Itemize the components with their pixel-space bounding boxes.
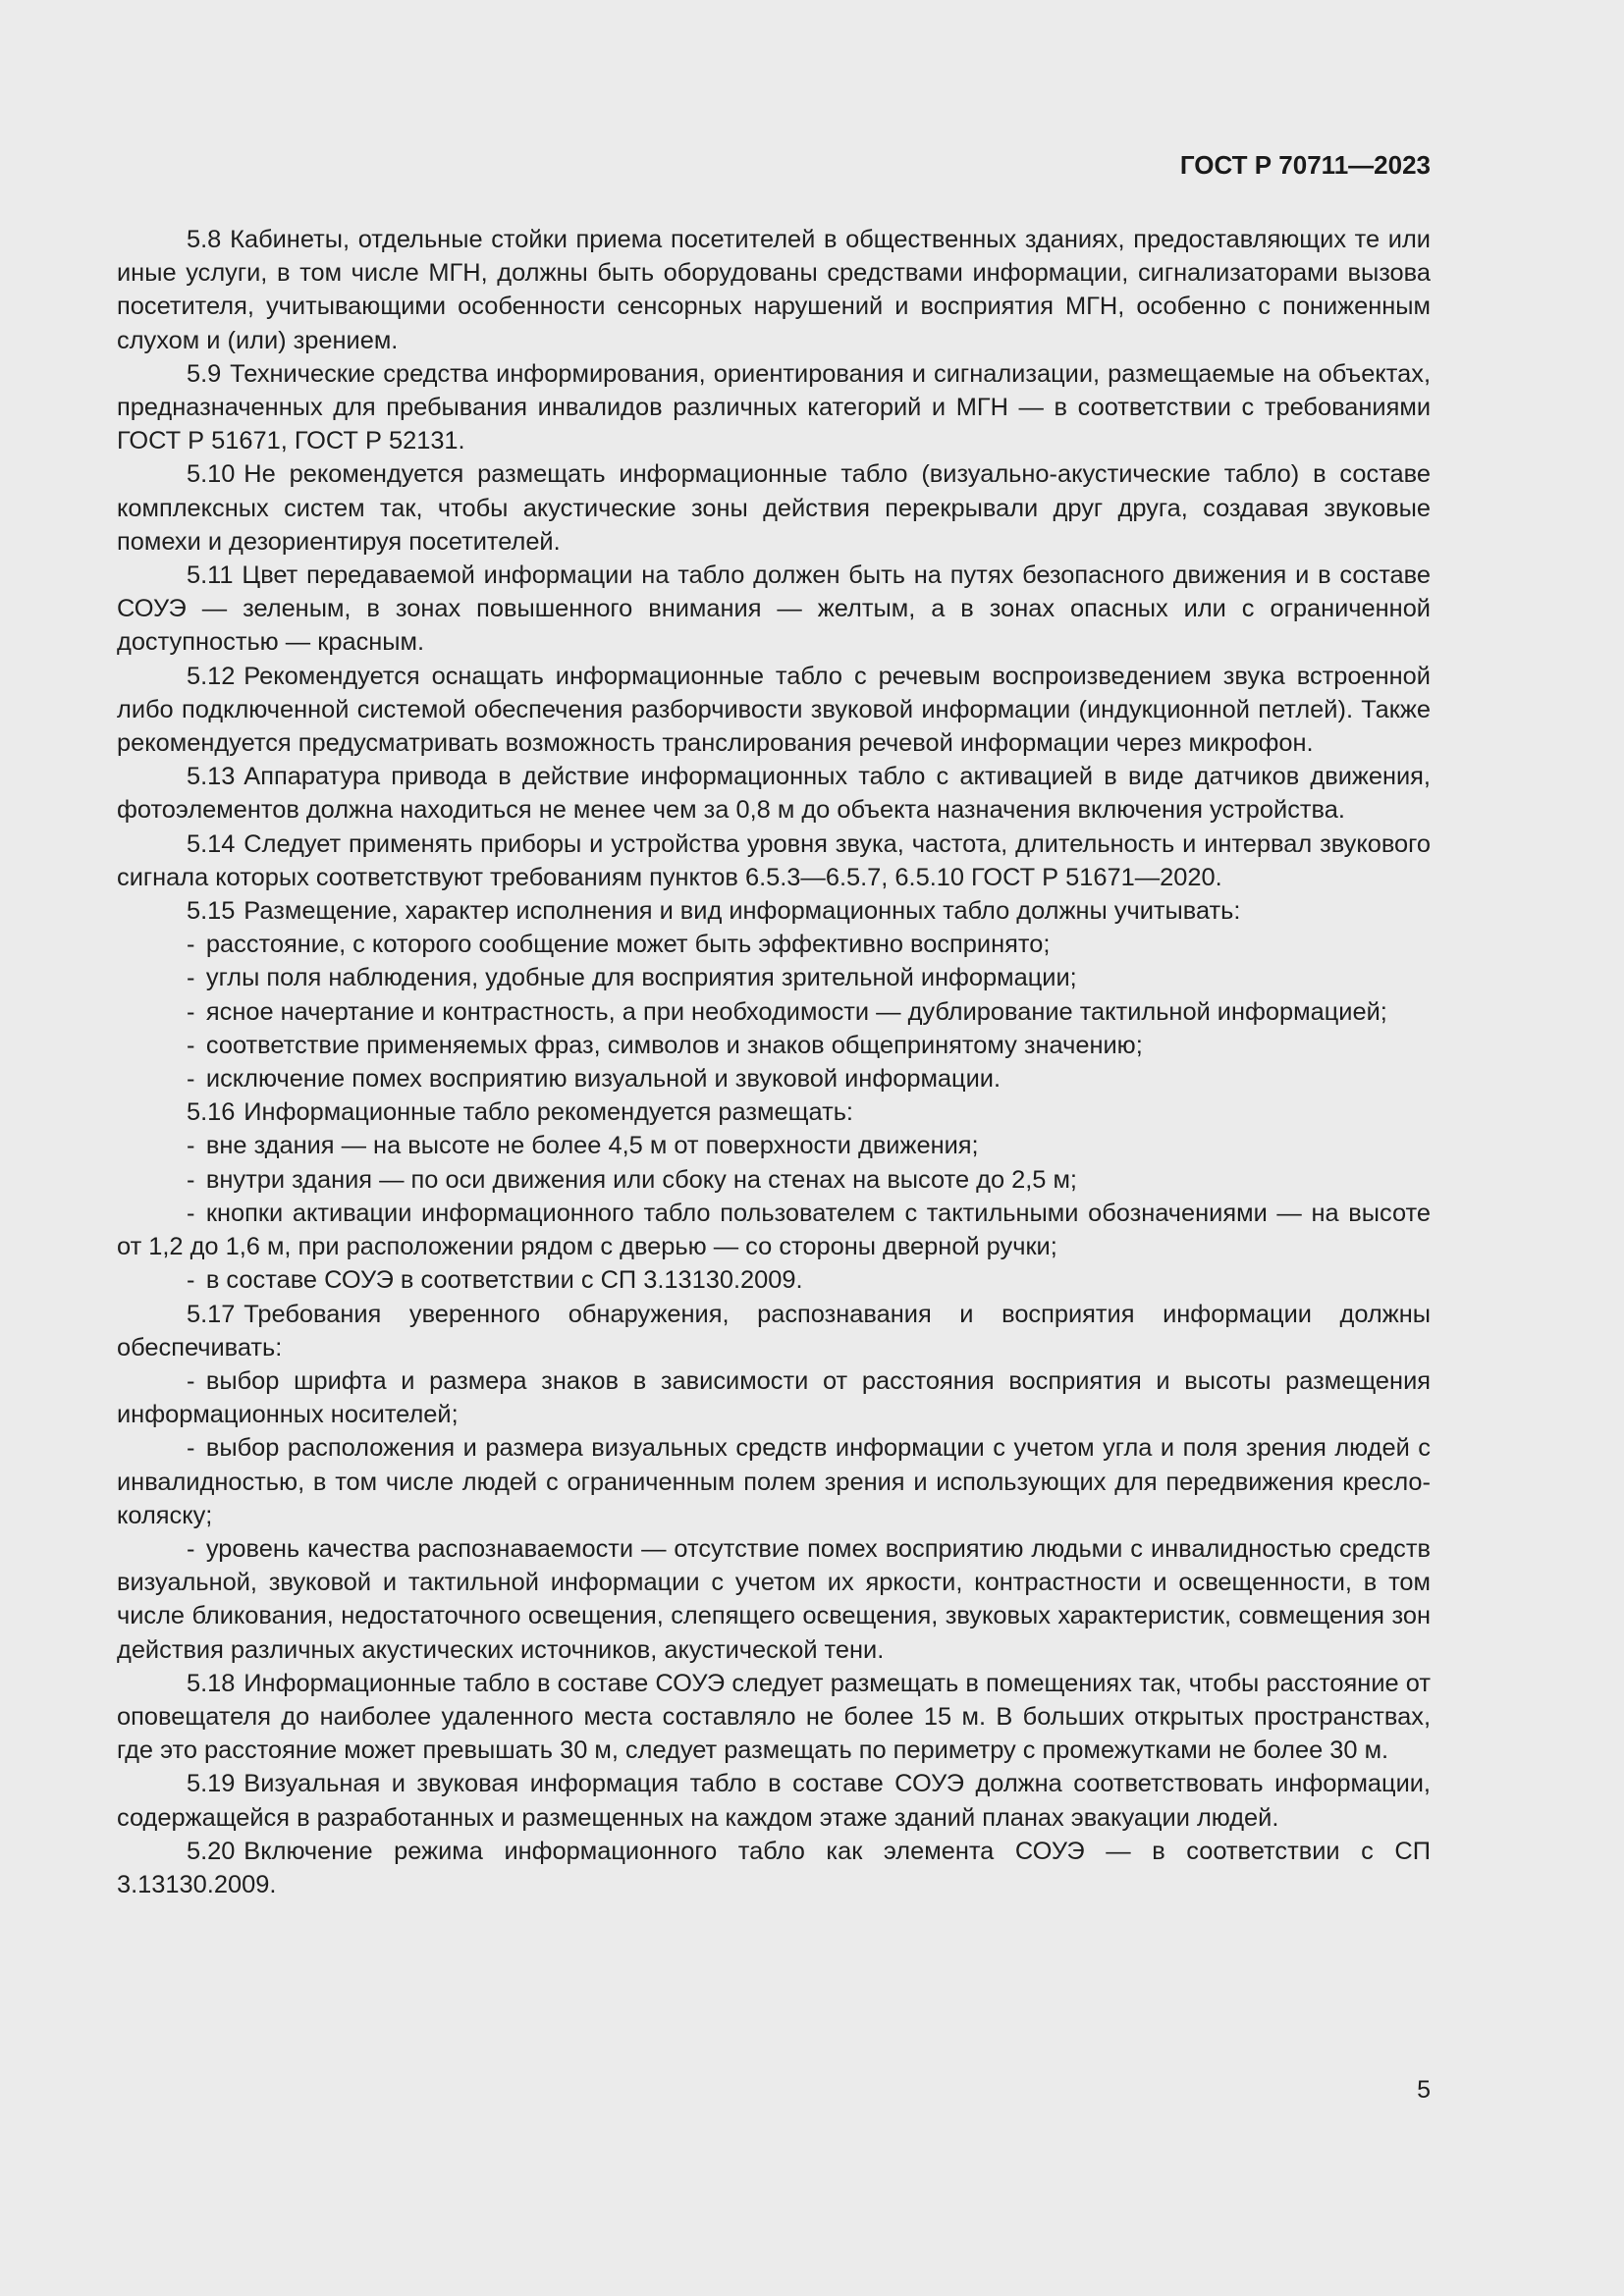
list-item <box>117 1029 1431 1062</box>
clause-number: 5.14 <box>187 829 236 858</box>
clause-5-18 <box>117 1667 1431 1768</box>
clause-text: Размещение, характер исполнения и вид информационных табло должны учитывать: <box>244 897 1241 926</box>
bullet-dash: - <box>187 1534 195 1563</box>
list-item <box>117 961 1431 994</box>
list-item-text: внутри здания — по оси движения или сбоку на стенах на высоте до 2,5 м; <box>205 1165 1077 1194</box>
list-item <box>117 1197 1431 1263</box>
clause-number: 5.17 <box>187 1300 236 1328</box>
bullet-dash: - <box>187 1266 195 1295</box>
clause-text: Рекомендуется оснащать информационные табло с речевым воспроизведением звука встроенной либо подключенной системой обеспечения разборчивости звуковой информации (индукционной петлей). Также рекомендуется предусматривать возможность транслирования речевой информации через микрофон. <box>117 662 1431 758</box>
clause-text: Информационные табло рекомендуется размещать: <box>244 1098 853 1127</box>
bullet-dash: - <box>187 1065 195 1094</box>
list-item-text: выбор расположения и размера визуальных средств информации с учетом угла и поля зрения людей с инвалидностью, в том числе людей с ограниченным полем зрения и использующих для передвижения кресло-коляску; <box>117 1434 1431 1529</box>
list-item <box>117 1263 1431 1297</box>
list-item <box>117 995 1431 1029</box>
list-item <box>117 1163 1431 1197</box>
bullet-dash: - <box>187 1132 195 1160</box>
clause-5-10 <box>117 457 1431 559</box>
clause-text: Технические средства информирования, ориентирования и сигнализации, размещаемые на объектах, предназначенных для пребывания инвалидов различных категорий и МГН — в соответствии с требованиями ГОСТ Р 51671, ГОСТ Р 52131. <box>117 359 1431 455</box>
clause-5-19 <box>117 1767 1431 1834</box>
clause-number: 5.11 <box>187 561 234 590</box>
clause-number: 5.9 <box>187 359 222 388</box>
clause-number: 5.19 <box>187 1770 236 1798</box>
bullet-dash: - <box>187 1031 195 1059</box>
clause-5-13 <box>117 760 1431 827</box>
list-item-text: углы поля наблюдения, удобные для восприятия зрительной информации; <box>205 964 1077 992</box>
list-item-text: кнопки активации информационного табло пользователем с тактильными обозначениями — на высоте от 1,2 до 1,6 м, при расположении рядом с дверью — со стороны дверной ручки; <box>117 1199 1431 1261</box>
list-item-text: в составе СОУЭ в соответствии с СП 3.13130.2009. <box>205 1266 803 1295</box>
clause-5-12 <box>117 660 1431 761</box>
list-item-text: расстояние, с которого сообщение может быть эффективно воспринято; <box>205 931 1051 959</box>
clause-5-9 <box>117 357 1431 458</box>
clause-number: 5.15 <box>187 897 236 926</box>
list-item-text: исключение помех восприятию визуальной и звуковой информации. <box>205 1065 1001 1094</box>
list-item-text: вне здания — на высоте не более 4,5 м от поверхности движения; <box>205 1132 979 1160</box>
bullet-dash: - <box>187 964 195 992</box>
clause-number: 5.20 <box>187 1837 236 1865</box>
clause-text: Аппаратура привода в действие информационных табло с активацией в виде датчиков движения, фотоэлементов должна находиться не менее чем за 0,8 м до объекта назначения включения устройства. <box>117 763 1431 825</box>
clause-text: Не рекомендуется размещать информационные табло (визуально-акустические табло) в составе комплексных систем так, чтобы акустические зоны действия перекрывали друг друга, создавая звуковые помехи и дезориентируя посетителей. <box>117 460 1431 556</box>
clause-5-16 <box>117 1095 1431 1129</box>
clause-number: 5.18 <box>187 1669 236 1697</box>
clause-text: Цвет передаваемой информации на табло должен быть на путях безопасного движения и в составе СОУЭ — зеленым, в зонах повышенного внимания — желтым, а в зонах опасных или с ограниченной доступностью — красным. <box>117 561 1431 657</box>
list-item <box>117 1129 1431 1162</box>
bullet-dash: - <box>187 1366 195 1395</box>
list-item <box>117 1062 1431 1095</box>
clause-number: 5.8 <box>187 226 222 253</box>
clause-number: 5.12 <box>187 662 236 690</box>
bullet-dash: - <box>187 1199 195 1227</box>
list-item <box>117 1431 1431 1532</box>
clause-number: 5.10 <box>187 460 236 489</box>
clause-5-17 <box>117 1298 1431 1364</box>
list-item-text: выбор шрифта и размера знаков в зависимости от расстояния восприятия и высоты размещения информационных носителей; <box>117 1366 1431 1429</box>
list-item-text: уровень качества распознаваемости — отсутствие помех восприятию людьми с инвалидностью средств визуальной, звуковой и тактильной информации с учетом их яркости, контрастности и освещенности, в том числе бликования, недостаточного освещения, слепящего освещения, звуковых характеристик, совмещения зон действия различных акустических источников, акустической тени. <box>117 1534 1431 1664</box>
clause-5-11 <box>117 559 1431 660</box>
clause-text: Кабинеты, отдельные стойки приема посетителей в общественных зданиях, предоставляющих те или иные услуги, в том числе МГН, должны быть оборудованы средствами информации, сигнализаторами вызова посетителя, учитывающими особенности сенсорных нарушений и восприятия МГН, особенно с пониженным слухом и (или) зрением. <box>117 226 1431 354</box>
document-header: ГОСТ Р 70711—2023 <box>1179 150 1431 180</box>
clause-text: Следует применять приборы и устройства уровня звука, частота, длительность и интервал звукового сигнала которых соответствуют требованиям пунктов 6.5.3—6.5.7, 6.5.10 ГОСТ Р 51671—2020. <box>117 829 1431 891</box>
clause-text: Требования уверенного обнаружения, распознавания и восприятия информации должны обеспечивать: <box>117 1300 1431 1362</box>
bullet-dash: - <box>187 997 195 1026</box>
list-item <box>117 1532 1431 1667</box>
clause-text: Включение режима информационного табло как элемента СОУЭ — в соответствии с СП 3.13130.2009. <box>117 1837 1431 1898</box>
clause-number: 5.16 <box>187 1098 236 1127</box>
clause-5-15 <box>117 894 1431 928</box>
bullet-dash: - <box>187 1434 195 1463</box>
clause-5-8 <box>117 223 1431 357</box>
page-number: 5 <box>1417 2076 1431 2104</box>
list-item-text: ясное начертание и контрастность, а при необходимости — дублирование тактильной информацией; <box>205 997 1387 1026</box>
bullet-dash: - <box>187 1165 195 1194</box>
clause-5-14 <box>117 828 1431 894</box>
clause-text: Информационные табло в составе СОУЭ следует размещать в помещениях так, чтобы расстояние от оповещателя до наиболее удаленного места составляло не более 15 м. В больших открытых пространствах, где это расстояние может превышать 30 м, следует размещать по периметру с промежутками не более 30 м. <box>117 1669 1431 1765</box>
clause-text: Визуальная и звуковая информация табло в составе СОУЭ должна соответствовать информации, содержащейся в разработанных и размещенных на каждом этаже зданий планах эвакуации людей. <box>117 1770 1431 1832</box>
list-item <box>117 1364 1431 1431</box>
list-item-text: соответствие применяемых фраз, символов и знаков общепринятому значению; <box>205 1031 1143 1059</box>
clause-5-20 <box>117 1835 1431 1901</box>
list-item <box>117 928 1431 961</box>
document-body <box>117 223 1431 1901</box>
bullet-dash: - <box>187 931 195 959</box>
clause-number: 5.13 <box>187 763 236 791</box>
